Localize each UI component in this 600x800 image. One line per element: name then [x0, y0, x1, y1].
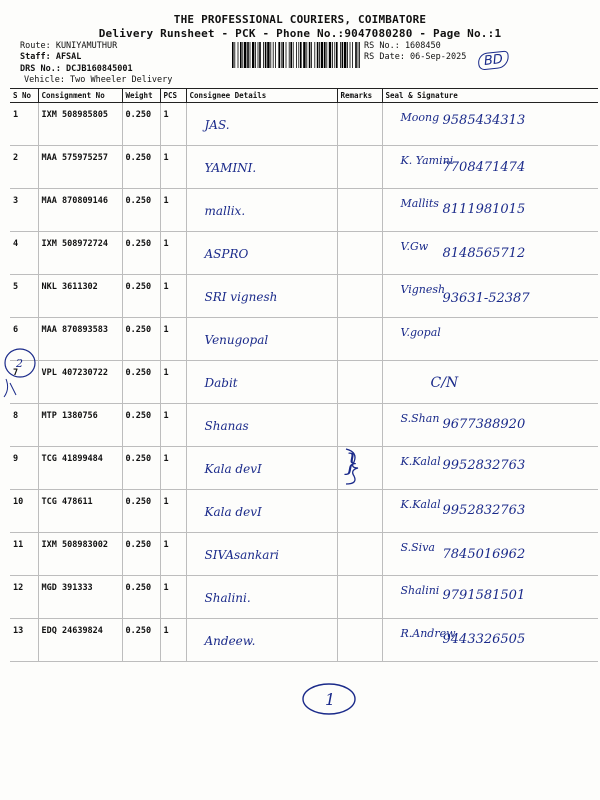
header-signature: Seal & Signature: [382, 89, 598, 103]
weight-value: 0.250: [125, 626, 152, 636]
barcode-bar: [332, 42, 333, 68]
header-consignment: Consignment No: [38, 89, 122, 103]
weight-value: 0.250: [125, 110, 152, 120]
cell-weight: [122, 490, 160, 533]
cell-pcs: [160, 447, 186, 490]
table-row: [10, 404, 598, 447]
barcode-bar: [300, 42, 302, 68]
table-row: [10, 447, 598, 490]
barcode-bar: [238, 42, 239, 68]
cell-weight: [122, 189, 160, 232]
consignment-number: MAA 870893583: [41, 325, 109, 335]
phone-handwriting: 93631-52387: [442, 291, 530, 306]
cell-consignee: [186, 533, 337, 576]
remarks-handwriting: }: [343, 449, 359, 477]
cell-consignment: [38, 189, 122, 232]
cell-consignee: [186, 103, 337, 146]
consignee-handwriting: Kala devI: [204, 462, 262, 476]
cell-remarks: [337, 619, 382, 662]
consignee-handwriting: Venugopal: [204, 333, 269, 347]
barcode-bar: [342, 42, 344, 68]
barcode-bar: [350, 42, 351, 68]
barcode-bar: [282, 42, 284, 68]
barcode-bar: [317, 42, 319, 68]
cell-pcs: [160, 490, 186, 533]
cell-sno: [10, 576, 38, 619]
cell-pcs: [160, 318, 186, 361]
barcode-bar: [326, 42, 327, 68]
signature-handwriting: Vignesh: [400, 283, 446, 296]
barcode-bar: [296, 42, 297, 68]
cell-remarks: [337, 146, 382, 189]
consignment-number: IXM 508985805: [41, 110, 109, 120]
cell-pcs: [160, 146, 186, 189]
barcode-bar: [255, 42, 256, 68]
table-row: [10, 275, 598, 318]
company-title: THE PROFESSIONAL COURIERS, COIMBATORE: [173, 13, 427, 26]
phone-handwriting: 8148565712: [442, 246, 526, 261]
signature-handwriting: K.Kalal: [400, 455, 441, 468]
cell-remarks: [337, 361, 382, 404]
sno-text: 5: [13, 282, 19, 292]
barcode-bar: [314, 42, 315, 68]
consignment-number: TCG 41899484: [41, 454, 103, 464]
barcode-bar: [234, 42, 235, 68]
pcs-value: 1: [163, 110, 169, 120]
cell-consignment: [38, 318, 122, 361]
barcode-bar: [252, 42, 254, 68]
cell-remarks: [337, 576, 382, 619]
cell-sno: [10, 232, 38, 275]
runsheet-title: Delivery Runsheet - PCK - Phone No.:9047080280 - Page No.:1: [98, 27, 502, 40]
sno-text: 3: [13, 196, 19, 206]
header-remarks: Remarks: [337, 89, 382, 103]
barcode-bar: [267, 42, 269, 68]
barcode-bar: [321, 42, 323, 68]
rs-number: RS No.: 1608450: [364, 41, 441, 51]
phone-handwriting: 7708471474: [442, 160, 526, 175]
barcode-bar: [298, 42, 299, 68]
cell-pcs: [160, 533, 186, 576]
table-row: [10, 146, 598, 189]
table-row: [10, 533, 598, 576]
cell-weight: [122, 103, 160, 146]
header-consignee: Consignee Details: [186, 89, 337, 103]
signature-handwriting: V.Gw: [400, 240, 429, 253]
signature-handwriting: Moong: [400, 111, 440, 124]
consignment-number: EDQ 24639824: [41, 626, 103, 636]
consignee-handwriting: Andeew.: [204, 634, 256, 648]
barcode-bar: [250, 42, 251, 68]
cell-weight: [122, 146, 160, 189]
sno-text: 12: [13, 583, 24, 593]
table-row: [10, 232, 598, 275]
cell-pcs: [160, 103, 186, 146]
barcode-bar: [289, 42, 290, 68]
barcode-bar: [265, 42, 267, 68]
cell-consignee: [186, 318, 337, 361]
cell-weight: [122, 619, 160, 662]
cell-signature: [382, 404, 598, 447]
weight-value: 0.250: [125, 282, 152, 292]
phone-handwriting: 9585434313: [442, 113, 526, 128]
pcs-value: 1: [163, 368, 169, 378]
sno-text: 13: [13, 626, 24, 636]
barcode-bar: [270, 42, 271, 68]
vehicle-label: Vehicle: Two Wheeler Delivery: [24, 75, 173, 85]
cell-consignee: [186, 447, 337, 490]
consignee-handwriting: Kala devI: [204, 505, 262, 519]
phone-handwriting: 9952832763: [442, 503, 526, 518]
consignee-handwriting: Shalini.: [204, 591, 251, 605]
consignee-handwriting: JAS.: [204, 118, 230, 132]
barcode-bar: [240, 42, 242, 68]
consignee-handwriting: Shanas: [204, 419, 249, 433]
barcode-bar: [259, 42, 261, 68]
consignment-number: IXM 508983002: [41, 540, 109, 550]
barcode-bar: [303, 42, 305, 68]
brace-mark: [342, 446, 366, 486]
consignee-handwriting: SRI vignesh: [204, 290, 278, 304]
barcode-image: [232, 42, 360, 68]
cell-sno: [10, 490, 38, 533]
cell-pcs: [160, 189, 186, 232]
page-circle-mark: [300, 680, 360, 720]
consignment-number: MAA 870809146: [41, 196, 109, 206]
signature-handwriting: S.Shan: [400, 412, 440, 425]
sno-text: 11: [13, 540, 24, 550]
cell-consignee: [186, 275, 337, 318]
header-sno: S No: [10, 89, 38, 103]
cell-signature: [382, 275, 598, 318]
table-header-row: [10, 89, 598, 103]
pcs-value: 1: [163, 454, 169, 464]
cell-weight: [122, 447, 160, 490]
cell-weight: [122, 275, 160, 318]
cell-signature: [382, 232, 598, 275]
cell-consignee: [186, 619, 337, 662]
cell-pcs: [160, 619, 186, 662]
phone-handwriting: 9952832763: [442, 458, 526, 473]
cell-sno: [10, 619, 38, 662]
cell-signature: [382, 576, 598, 619]
cell-remarks: [337, 103, 382, 146]
bd-handwritten-mark: BD: [477, 50, 510, 70]
phone-handwriting: 7845016962: [442, 547, 526, 562]
cell-pcs: [160, 275, 186, 318]
phone-handwriting: 9791581501: [442, 588, 526, 603]
table-row: [10, 619, 598, 662]
barcode-bar: [355, 42, 357, 68]
cell-sno: [10, 189, 38, 232]
cell-signature: [382, 146, 598, 189]
signature-handwriting: Mallits: [400, 197, 439, 210]
cell-remarks: [337, 318, 382, 361]
sno-text: 2: [13, 153, 19, 163]
barcode-bar: [336, 42, 338, 68]
signature-handwriting: V.gopal: [400, 326, 441, 339]
barcode-bar: [281, 42, 282, 68]
cell-consignment: [38, 146, 122, 189]
phone-handwriting: 9677388920: [442, 417, 526, 432]
pcs-value: 1: [163, 153, 169, 163]
cell-sno: [10, 404, 38, 447]
cell-consignment: [38, 103, 122, 146]
cell-consignee: [186, 576, 337, 619]
barcode-bar: [278, 42, 280, 68]
cell-signature: [382, 533, 598, 576]
signature-handwriting: K. Yamini: [400, 154, 454, 167]
table-row: [10, 103, 598, 146]
barcode-bar: [344, 42, 346, 68]
cell-signature: [382, 189, 598, 232]
cell-sno: [10, 533, 38, 576]
cell-consignment: [38, 404, 122, 447]
pcs-value: 1: [163, 540, 169, 550]
cell-consignment: [38, 533, 122, 576]
barcode-bar: [275, 42, 276, 68]
barcode-bar: [290, 42, 292, 68]
pcs-value: 1: [163, 583, 169, 593]
cell-weight: [122, 576, 160, 619]
cell-consignment: [38, 447, 122, 490]
cell-remarks: [337, 533, 382, 576]
cell-signature: [382, 318, 598, 361]
consignment-number: TCG 478611: [41, 497, 93, 507]
weight-value: 0.250: [125, 540, 152, 550]
weight-value: 0.250: [125, 153, 152, 163]
table-row: [10, 490, 598, 533]
consignment-number: NKL 3611302: [41, 282, 98, 292]
cell-remarks: [337, 275, 382, 318]
cell-consignment: [38, 232, 122, 275]
cell-weight: [122, 361, 160, 404]
pcs-value: 1: [163, 196, 169, 206]
cell-sno: [10, 275, 38, 318]
cell-consignee: [186, 361, 337, 404]
consignee-handwriting: ASPRO: [204, 247, 249, 261]
sno-text: 1: [13, 110, 19, 120]
drs-number: DRS No.: DCJB160845001: [20, 64, 133, 74]
pcs-value: 1: [163, 497, 169, 507]
signature-handwriting: S.Siva: [400, 541, 435, 554]
sno-text: 4: [13, 239, 19, 249]
cell-consignee: [186, 146, 337, 189]
weight-value: 0.250: [125, 196, 152, 206]
cell-consignee: [186, 232, 337, 275]
consignment-number: VPL 407230722: [41, 368, 109, 378]
cell-signature: [382, 361, 598, 404]
sno-text: 10: [13, 497, 24, 507]
weight-value: 0.250: [125, 325, 152, 335]
signature-handwriting: C/N: [430, 375, 459, 391]
cell-sno: [10, 447, 38, 490]
barcode-bar: [324, 42, 326, 68]
barcode-bar: [244, 42, 246, 68]
barcode-bar: [359, 42, 360, 68]
barcode-bar: [347, 42, 348, 68]
barcode-bar: [334, 42, 335, 68]
cell-consignee: [186, 189, 337, 232]
cell-consignee: [186, 490, 337, 533]
cell-weight: [122, 318, 160, 361]
cell-pcs: [160, 232, 186, 275]
consignee-handwriting: Dabit: [204, 376, 238, 390]
cell-signature: [382, 619, 598, 662]
cell-weight: [122, 404, 160, 447]
cell-consignment: [38, 361, 122, 404]
cell-signature: [382, 103, 598, 146]
barcode-bar: [293, 42, 294, 68]
barcode-bar: [232, 42, 234, 68]
pcs-value: 1: [163, 626, 169, 636]
sno-text: 6: [13, 325, 19, 335]
staff-label: Staff: AFSAL: [20, 52, 82, 62]
page-mark-text: 1: [325, 690, 336, 709]
consignment-number: MGD 391333: [41, 583, 93, 593]
barcode-bar: [286, 42, 287, 68]
cell-consignment: [38, 576, 122, 619]
phone-handwriting: 9443326505: [442, 632, 526, 647]
barcode-bar: [258, 42, 259, 68]
barcode-bar: [311, 42, 312, 68]
row7-mark-text: 2: [16, 357, 23, 370]
consignment-number: MTP 1380756: [41, 411, 98, 421]
cell-pcs: [160, 576, 186, 619]
cell-weight: [122, 232, 160, 275]
pcs-value: 1: [163, 411, 169, 421]
barcode-bar: [329, 42, 331, 68]
route-label: Route: KUNIYAMUTHUR: [20, 41, 118, 51]
cell-consignment: [38, 490, 122, 533]
pcs-value: 1: [163, 325, 169, 335]
cell-sno: [10, 103, 38, 146]
cell-signature: [382, 490, 598, 533]
sno-text: 9: [13, 454, 19, 464]
signature-handwriting: R.Andrew: [400, 627, 456, 640]
barcode-bar: [309, 42, 311, 68]
phone-handwriting: 8111981015: [442, 202, 526, 217]
weight-value: 0.250: [125, 454, 152, 464]
cell-remarks: [337, 232, 382, 275]
weight-value: 0.250: [125, 411, 152, 421]
cell-sno: [10, 146, 38, 189]
barcode-bar: [306, 42, 307, 68]
table-row: [10, 576, 598, 619]
consignee-handwriting: mallix.: [204, 204, 246, 218]
barcode-bar: [358, 42, 359, 68]
barcode-bar: [263, 42, 264, 68]
barcode-bar: [319, 42, 320, 68]
consignment-number: MAA 575975257: [41, 153, 109, 163]
cell-pcs: [160, 404, 186, 447]
weight-value: 0.250: [125, 239, 152, 249]
cell-remarks: [337, 189, 382, 232]
table-row: [10, 361, 598, 404]
cell-weight: [122, 533, 160, 576]
barcode-bar: [247, 42, 249, 68]
sno-text: 7: [13, 368, 19, 378]
cell-remarks: [337, 490, 382, 533]
consignee-handwriting: YAMINI.: [204, 161, 257, 175]
table-row: [10, 318, 598, 361]
header-pcs: PCS: [160, 89, 186, 103]
sno-text: 8: [13, 411, 19, 421]
header-weight: Weight: [122, 89, 160, 103]
rs-date: RS Date: 06-Sep-2025: [364, 52, 467, 62]
cell-signature: [382, 447, 598, 490]
cell-remarks: [337, 404, 382, 447]
cell-pcs: [160, 361, 186, 404]
barcode-bar: [352, 42, 353, 68]
barcode-bar: [340, 42, 341, 68]
weight-value: 0.250: [125, 368, 152, 378]
cell-consignment: [38, 275, 122, 318]
cell-consignee: [186, 404, 337, 447]
pcs-value: 1: [163, 239, 169, 249]
signature-handwriting: K.Kalal: [400, 498, 441, 511]
consignee-handwriting: SIVAsankari: [204, 548, 280, 562]
weight-value: 0.250: [125, 497, 152, 507]
pcs-value: 1: [163, 282, 169, 292]
cell-consignment: [38, 619, 122, 662]
row7-circle-mark: [0, 345, 40, 405]
table-row: [10, 189, 598, 232]
consignment-number: IXM 508972724: [41, 239, 109, 249]
weight-value: 0.250: [125, 583, 152, 593]
barcode-bar: [273, 42, 274, 68]
barcode-bar: [242, 42, 243, 68]
signature-handwriting: Shalini: [400, 584, 440, 597]
runsheet-table: [10, 88, 598, 662]
